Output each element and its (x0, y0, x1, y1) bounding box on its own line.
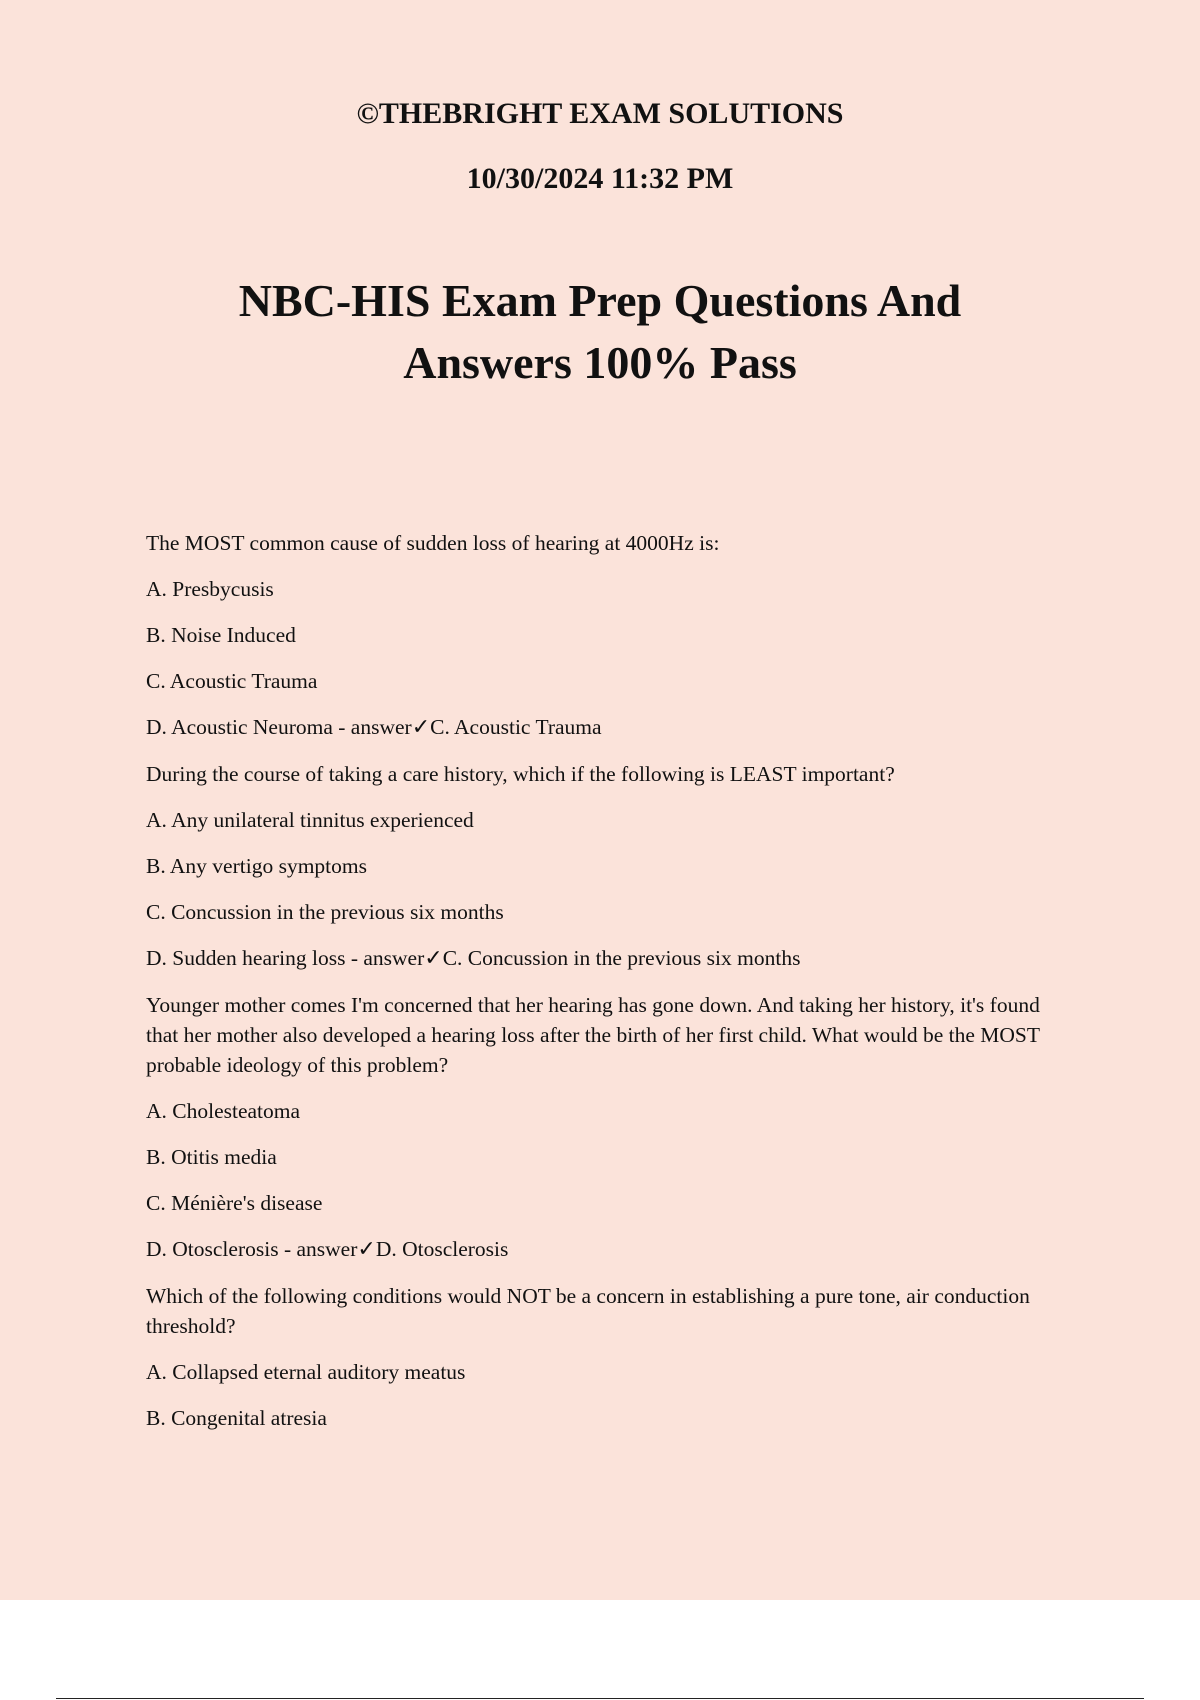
question-4 (146, 1281, 1066, 1433)
option-c: C. Acoustic Trauma (146, 669, 318, 693)
option-b: B. Any vertigo symptoms (146, 854, 367, 878)
option-c: C. Ménière's disease (146, 1191, 323, 1215)
option-d-with-answer (146, 1234, 1066, 1265)
header-organization: ©THEBRIGHT EXAM SOLUTIONS (356, 97, 844, 130)
correct-answer: D. Otosclerosis (375, 1237, 509, 1261)
option-a: A. Collapsed eternal auditory meatus (146, 1360, 466, 1384)
question-text: During the course of taking a care history, which if the following is LEAST important? (146, 762, 895, 786)
correct-answer: C. Concussion in the previous six months (442, 946, 801, 970)
option-d-with-answer (146, 943, 1066, 974)
option-d: D. Otosclerosis - answer (146, 1237, 358, 1261)
question-text: The MOST common cause of sudden loss of hearing at 4000Hz is: (146, 531, 720, 555)
option-a: A. Any unilateral tinnitus experienced (146, 808, 474, 832)
option-a: A. Presbycusis (146, 577, 274, 601)
check-icon: ✓ (357, 1237, 376, 1262)
question-2 (146, 759, 1066, 974)
title-line-2: Answers 100% Pass (403, 337, 797, 388)
option-b: B. Congenital atresia (146, 1406, 327, 1430)
question-list (146, 528, 1066, 1449)
document-title (0, 270, 1200, 394)
header-datetime: 10/30/2024 11:32 PM (466, 162, 734, 195)
question-text: Younger mother comes I'm concerned that her hearing has gone down. And taking her history, it's found that her mother also developed a hearing loss after the birth of her first child. What would be the MOST probable ideology of this problem? (146, 993, 1040, 1077)
question-1 (146, 528, 1066, 743)
option-b: B. Otitis media (146, 1145, 277, 1169)
option-d-with-answer (146, 712, 1066, 743)
check-icon: ✓ (424, 946, 443, 971)
check-icon: ✓ (411, 715, 431, 740)
option-c: C. Concussion in the previous six months (146, 900, 504, 924)
title-line-1: NBC-HIS Exam Prep Questions And (238, 275, 962, 326)
question-text: Which of the following conditions would NOT be a concern in establishing a pure tone, air conduction threshold? (146, 1284, 1030, 1338)
option-b: B. Noise Induced (146, 623, 296, 647)
option-d: D. Sudden hearing loss - answer (146, 946, 425, 970)
question-3 (146, 990, 1066, 1265)
option-a: A. Cholesteatoma (146, 1099, 301, 1123)
option-d: D. Acoustic Neuroma - answer (146, 715, 412, 739)
correct-answer: C. Acoustic Trauma (430, 715, 602, 739)
footer-divider (56, 1698, 1144, 1699)
